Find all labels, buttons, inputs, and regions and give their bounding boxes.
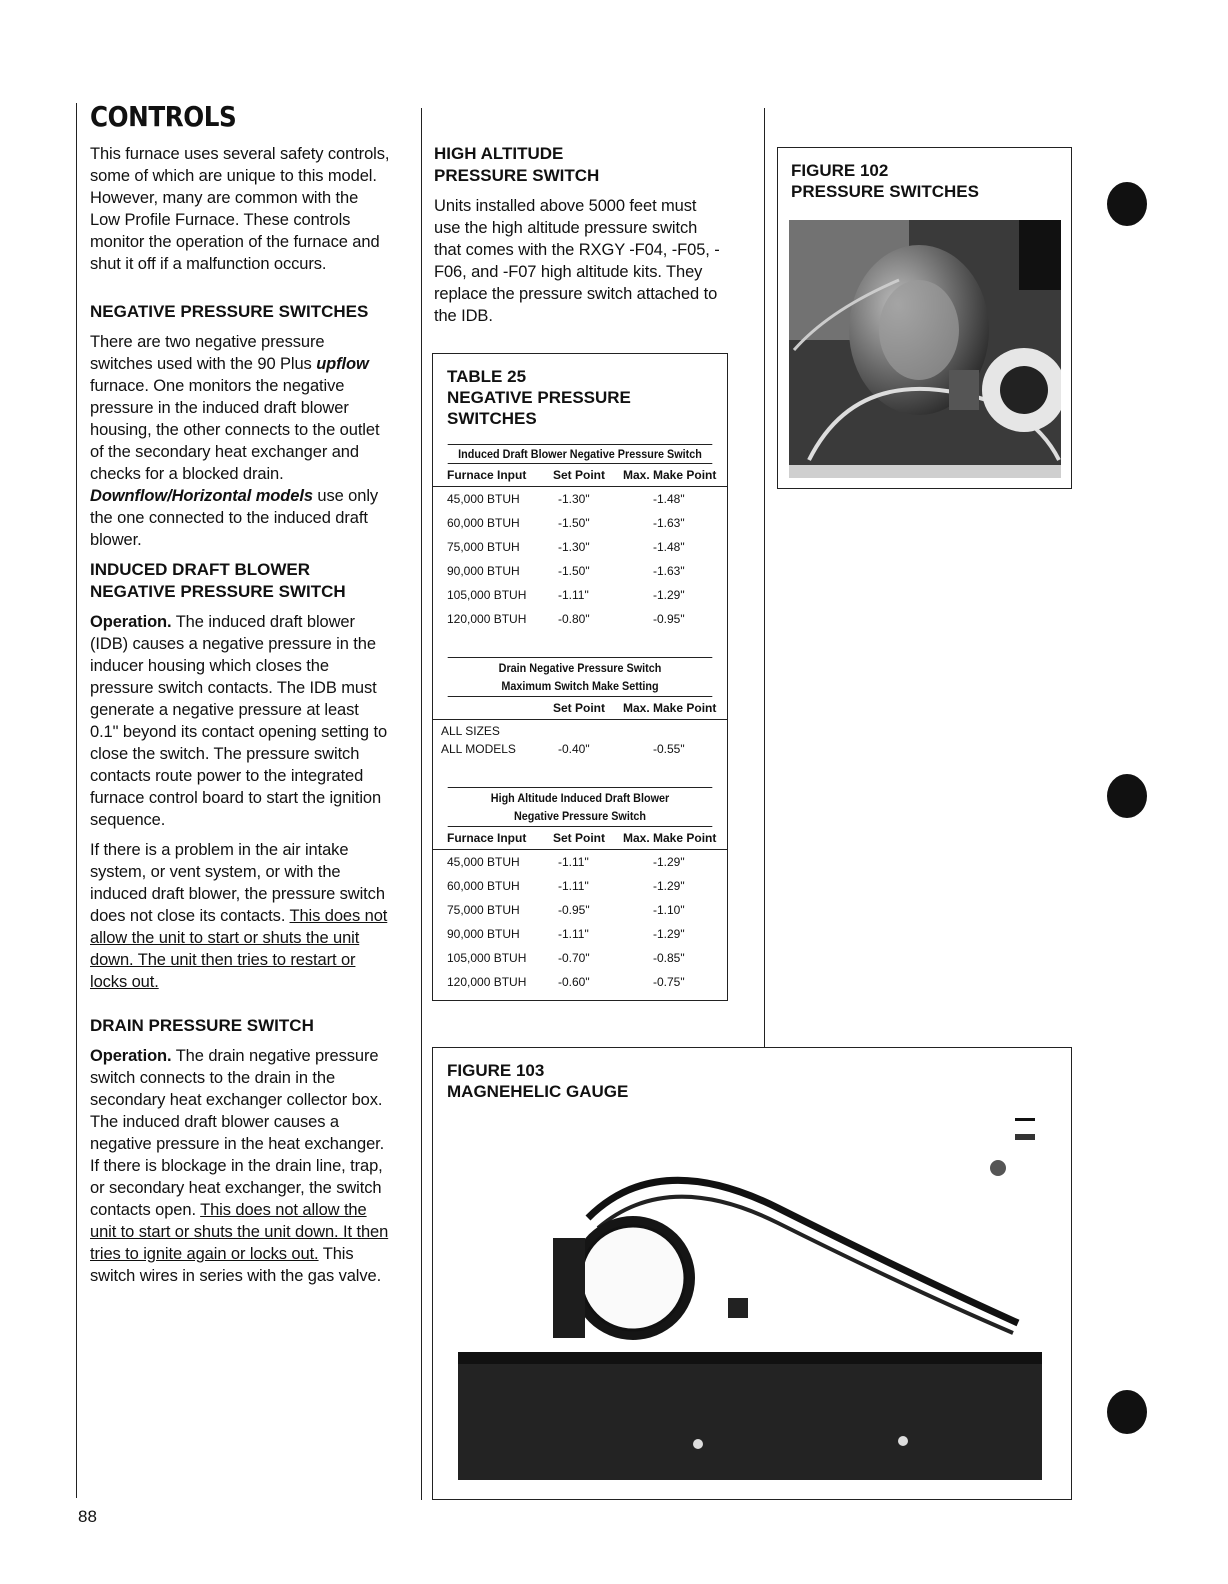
drain-row (433, 720, 727, 780)
max-make-point-cell: -0.75" (653, 975, 685, 989)
figure-103-title (447, 1060, 628, 1102)
set-point-cell: -0.80" (558, 612, 590, 626)
middle-column-rule (421, 108, 422, 1500)
max-make-point-cell: -1.10" (653, 903, 685, 917)
furnace-input-cell: 90,000 BTUH (447, 564, 520, 578)
pressure-switches-illustration (789, 220, 1061, 478)
furnace-input-cell: 45,000 BTUH (447, 855, 520, 869)
idb-problem-paragraph (90, 839, 390, 993)
drain-operation-text: The drain negative pressure switch connects to the drain in the secondary heat exchanger collector box. The induced draft blower causes a negative pressure in the heat exchanger. If there is blockage in the drain line, trap, or secondary heat exchanger, the switch contacts open. (90, 1047, 385, 1219)
right-column-rule (764, 108, 765, 1048)
page-title: CONTROLS (90, 100, 237, 133)
max-make-point-cell: -1.29" (653, 588, 685, 602)
drain-heading: DRAIN PRESSURE SWITCH (90, 1016, 314, 1035)
table-25-title (447, 366, 631, 429)
furnace-input-cell: 60,000 BTUH (447, 879, 520, 893)
table-row (433, 922, 727, 946)
figure-103-title-line-2: MAGNEHELIC GAUGE (447, 1082, 629, 1101)
table-row (433, 874, 727, 898)
idb-heading-line-2: NEGATIVE PRESSURE SWITCH (90, 582, 346, 601)
max-make-point-cell: -1.29" (653, 879, 685, 893)
furnace-input-cell: 75,000 BTUH (447, 903, 520, 917)
figure-102-title (791, 160, 979, 202)
drain-col-max-make-point: Max. Make Point (623, 701, 717, 715)
drain-max-point: -0.55" (653, 742, 685, 756)
middle-column (434, 143, 724, 327)
binder-hole-top (1107, 182, 1147, 226)
drain-switch-header-line-1: Drain Negative Pressure Switch (498, 661, 662, 675)
idb-rows (433, 487, 727, 631)
high-altitude-column-header-row (433, 827, 727, 850)
neg-text-1: There are two negative pressure switches used with the 90 Plus (90, 333, 325, 373)
drain-row-label-1: ALL SIZES (441, 724, 500, 738)
high-altitude-header-line-2: Negative Pressure Switch (513, 809, 647, 823)
drain-column-header-row (433, 697, 727, 720)
binder-hole-middle (1107, 774, 1147, 818)
drain-operation-label: Operation. (90, 1047, 172, 1065)
max-make-point-cell: -1.29" (653, 855, 685, 869)
drain-operation-underlined: This does not allow the unit to start or shuts the unit down. It then tries to ignite again or locks out. (90, 1201, 389, 1263)
table-row (433, 583, 727, 607)
figure-102-title-line-2: PRESSURE SWITCHES (791, 182, 979, 201)
idb-operation-paragraph (90, 611, 390, 831)
high-altitude-paragraph: Units installed above 5000 feet must use the high altitude pressure switch that comes with the RXGY -F04, -F05, -F06, and -F07 high altitude kits. They replace the pressure switch attached to the IDB. (434, 197, 720, 325)
figure-102 (777, 147, 1072, 489)
table-row (433, 511, 727, 535)
left-column-rule (76, 103, 77, 1498)
table-25-title-line-3: SWITCHES (447, 409, 537, 428)
drain-set-point: -0.40" (558, 742, 590, 756)
set-point-cell: -0.95" (558, 903, 590, 917)
idb-operation-text: The induced draft blower (IDB) causes a negative pressure in the inducer housing which closes the pressure switch contacts. The IDB must generate a negative pressure at least 0.1" beyond its contact opening setting to close the switch. The pressure switch contacts route power to the integrated furnace control board to start the ignition sequence. (90, 613, 388, 829)
magnehelic-gauge-photo (458, 1108, 1048, 1480)
table-row (433, 946, 727, 970)
drain-row-label-2: ALL MODELS (441, 742, 516, 756)
max-make-point-cell: -0.85" (653, 951, 685, 965)
high-altitude-rows (433, 850, 727, 994)
furnace-input-cell: 120,000 BTUH (447, 975, 527, 989)
drain-operation-end: This switch wires in series with the gas valve. (90, 1245, 382, 1285)
idb-operation-label: Operation. (90, 613, 172, 631)
left-column (90, 143, 390, 1287)
table-row (433, 535, 727, 559)
downflow-emphasis: Downflow/Horizontal models (90, 487, 313, 505)
furnace-input-cell: 75,000 BTUH (447, 540, 520, 554)
max-make-point-cell: -1.48" (653, 540, 685, 554)
pressure-switches-photo (789, 220, 1061, 478)
table-row (433, 559, 727, 583)
high-altitude-switch-header (448, 787, 713, 827)
page-number: 88 (78, 1507, 97, 1526)
binder-hole-bottom (1107, 1390, 1147, 1434)
max-make-point-cell: -1.29" (653, 927, 685, 941)
high-altitude-header-line-1: High Altitude Induced Draft Blower (490, 791, 670, 805)
set-point-cell: -0.70" (558, 951, 590, 965)
furnace-input-cell: 120,000 BTUH (447, 612, 527, 626)
set-point-cell: -0.60" (558, 975, 590, 989)
idb-heading-line-1: INDUCED DRAFT BLOWER (90, 560, 311, 579)
high-altitude-switch-section (433, 787, 727, 994)
ha-col-set-point: Set Point (553, 831, 606, 845)
ha-col-furnace-input: Furnace Input (447, 831, 527, 845)
table-25-title-line-2: NEGATIVE PRESSURE (447, 388, 631, 407)
drain-switch-header-line-2: Maximum Switch Make Setting (501, 679, 659, 693)
high-altitude-heading-2: PRESSURE SWITCH (434, 166, 600, 185)
table-row (433, 607, 727, 631)
max-make-point-cell: -1.63" (653, 516, 685, 530)
col-max-make-point: Max. Make Point (623, 468, 717, 482)
idb-problem-underlined: This does not allow the unit to start or shuts the unit down. The unit then tries to restart or locks out. (90, 907, 388, 991)
furnace-input-cell: 105,000 BTUH (447, 951, 527, 965)
drain-switch-header (448, 657, 713, 697)
upflow-emphasis: upflow (316, 355, 369, 373)
set-point-cell: -1.50" (558, 564, 590, 578)
ha-col-max-make-point: Max. Make Point (623, 831, 717, 845)
figure-102-title-line-1: FIGURE 102 (791, 161, 889, 180)
col-furnace-input: Furnace Input (447, 468, 527, 482)
idb-problem-text: If there is a problem in the air intake system, or vent system, or with the induced draft blower, the pressure switch does not close its contacts. (90, 841, 385, 925)
table-row (433, 898, 727, 922)
set-point-cell: -1.11" (558, 855, 589, 869)
max-make-point-cell: -1.48" (653, 492, 685, 506)
figure-103-title-line-1: FIGURE 103 (447, 1061, 545, 1080)
drain-operation-paragraph (90, 1045, 390, 1287)
table-row (433, 970, 727, 994)
set-point-cell: -1.11" (558, 588, 589, 602)
furnace-input-cell: 105,000 BTUH (447, 588, 527, 602)
high-altitude-heading-1: HIGH ALTITUDE (434, 144, 564, 163)
set-point-cell: -1.30" (558, 492, 590, 506)
max-make-point-cell: -1.63" (653, 564, 685, 578)
col-set-point: Set Point (553, 468, 606, 482)
table-row (433, 850, 727, 874)
set-point-cell: -1.50" (558, 516, 590, 530)
neg-text-2: furnace. One monitors the negative pressure in the induced draft blower housing, the other connects to the outlet of the secondary heat exchanger and checks for a blocked drain. (90, 377, 380, 483)
intro-paragraph: This furnace uses several safety controls, some of which are unique to this model. However, many are common with the Low Profile Furnace. These controls monitor the operation of the furnace and shut it off if a malfunction occurs. (90, 145, 390, 273)
table-25 (432, 353, 728, 1001)
neg-text-3: use only the one connected to the induced draft blower. (90, 487, 379, 549)
idb-column-header-row (433, 464, 727, 487)
negative-pressure-paragraph (90, 331, 390, 551)
drain-switch-section (433, 657, 727, 780)
idb-switch-header: Induced Draft Blower Negative Pressure Switch (448, 444, 713, 464)
furnace-input-cell: 45,000 BTUH (447, 492, 520, 506)
table-25-title-line-1: TABLE 25 (447, 367, 527, 386)
set-point-cell: -1.11" (558, 927, 589, 941)
idb-switch-section (433, 444, 727, 631)
furnace-input-cell: 60,000 BTUH (447, 516, 520, 530)
drain-col-set-point: Set Point (553, 701, 606, 715)
table-row (433, 487, 727, 511)
set-point-cell: -1.30" (558, 540, 590, 554)
furnace-input-cell: 90,000 BTUH (447, 927, 520, 941)
set-point-cell: -1.11" (558, 879, 589, 893)
max-make-point-cell: -0.95" (653, 612, 685, 626)
negative-pressure-heading: NEGATIVE PRESSURE SWITCHES (90, 302, 369, 321)
figure-103 (432, 1047, 1072, 1500)
magnehelic-gauge-illustration (458, 1108, 1048, 1480)
